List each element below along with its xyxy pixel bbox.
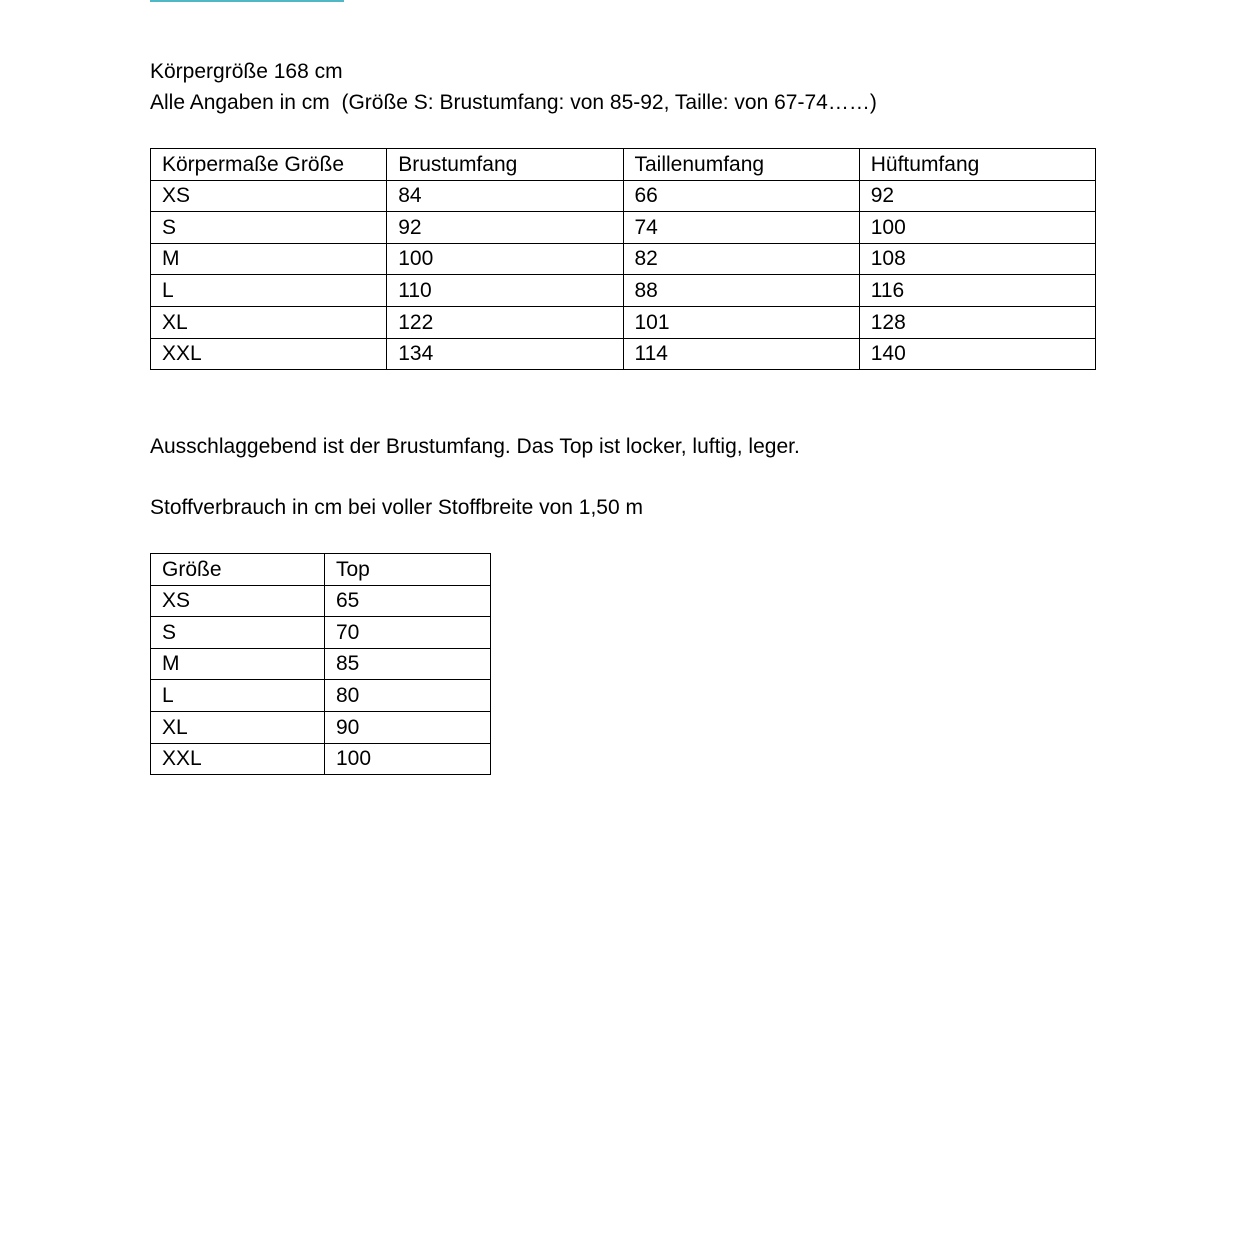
cell-top: 65: [325, 585, 491, 617]
top-accent-line: [150, 0, 344, 2]
table-row: [151, 212, 1096, 244]
header-cell-size: Größe: [151, 554, 325, 586]
cell-hip: 92: [859, 180, 1095, 212]
header-cell-top: Top: [325, 554, 491, 586]
cell-size: XL: [151, 306, 387, 338]
table-row: [151, 680, 491, 712]
cell-size: XS: [151, 585, 325, 617]
table-row: [151, 648, 491, 680]
table-row: [151, 180, 1096, 212]
cell-bust: 122: [387, 306, 623, 338]
cell-waist: 114: [623, 338, 859, 370]
table-header-row: [151, 554, 491, 586]
cell-bust: 134: [387, 338, 623, 370]
cell-size: S: [151, 212, 387, 244]
table-row: [151, 275, 1096, 307]
header-cell-size: Körpermaße Größe: [151, 149, 387, 181]
table-row: [151, 743, 491, 775]
cell-size: XS: [151, 180, 387, 212]
cell-waist: 74: [623, 212, 859, 244]
table-row: [151, 617, 491, 649]
cell-size: M: [151, 648, 325, 680]
body-height-note: Körpergröße 168 cm: [150, 60, 343, 83]
decisive-measure-note: Ausschlaggebend ist der Brustumfang. Das Top ist locker, luftig, leger.: [150, 435, 800, 458]
body-measurements-table: [150, 148, 1096, 370]
cell-size: L: [151, 680, 325, 712]
cell-hip: 128: [859, 306, 1095, 338]
header-cell-hip: Hüftumfang: [859, 149, 1095, 181]
table-row: [151, 338, 1096, 370]
fabric-consumption-table: [150, 553, 491, 775]
cell-size: XXL: [151, 743, 325, 775]
cell-bust: 100: [387, 243, 623, 275]
table-row: [151, 306, 1096, 338]
cell-waist: 82: [623, 243, 859, 275]
cell-top: 80: [325, 680, 491, 712]
cell-top: 70: [325, 617, 491, 649]
cell-waist: 101: [623, 306, 859, 338]
cell-size: XXL: [151, 338, 387, 370]
cell-hip: 140: [859, 338, 1095, 370]
header-cell-waist: Taillenumfang: [623, 149, 859, 181]
table-row: [151, 243, 1096, 275]
cell-hip: 100: [859, 212, 1095, 244]
cell-waist: 66: [623, 180, 859, 212]
header-cell-bust: Brustumfang: [387, 149, 623, 181]
cell-bust: 84: [387, 180, 623, 212]
cell-size: L: [151, 275, 387, 307]
units-note: Alle Angaben in cm (Größe S: Brustumfang: von 85-92, Taille: von 67-74……): [150, 91, 877, 114]
cell-top: 90: [325, 711, 491, 743]
table-row: [151, 711, 491, 743]
table-header-row: [151, 149, 1096, 181]
cell-size: XL: [151, 711, 325, 743]
cell-size: M: [151, 243, 387, 275]
table-row: [151, 585, 491, 617]
cell-bust: 110: [387, 275, 623, 307]
cell-waist: 88: [623, 275, 859, 307]
fabric-consumption-note: Stoffverbrauch in cm bei voller Stoffbreite von 1,50 m: [150, 496, 643, 519]
cell-bust: 92: [387, 212, 623, 244]
cell-hip: 108: [859, 243, 1095, 275]
cell-top: 100: [325, 743, 491, 775]
cell-hip: 116: [859, 275, 1095, 307]
cell-size: S: [151, 617, 325, 649]
cell-top: 85: [325, 648, 491, 680]
